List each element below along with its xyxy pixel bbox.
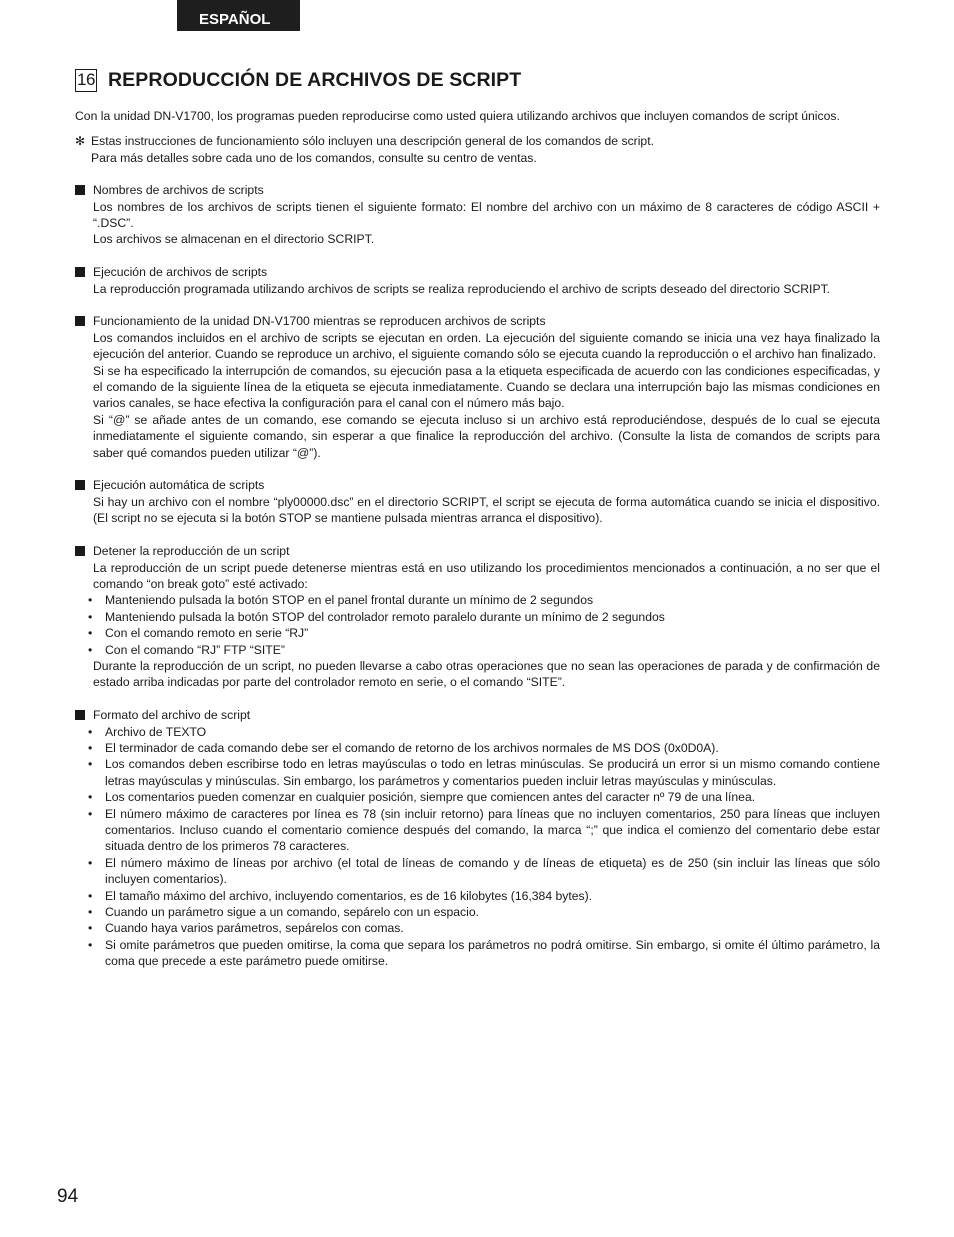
square-bullet-icon [75,710,85,720]
block-paragraph: Los nombres de los archivos de scripts tienen el siguiente formato: El nombre del archivo con un máximo de 8 caracteres de código ASCII + “.DSC”. [93,199,880,231]
list-item: • El número máximo de líneas por archivo (el total de líneas de comando y de líneas de etiqueta) es de 250 (sin incluir las líneas que sólo incluyen comentarios). [88,855,880,887]
bullet-dot-icon: • [88,757,93,772]
block-format [75,707,880,970]
block-paragraph: Si se ha especificado la interrupción de comandos, su ejecución pasa a la etiqueta especificada de acuerdo con las condiciones especificadas, y el comando de la siguiente línea de la etiqueta se ejecuta inmediatamente. Cuando se declara una interrupción bajo las mismas condiciones en varios canales, se hace efectiva la configuración para el canal con el número más bajo. [93,363,880,411]
list-item: • Manteniendo pulsada la botón STOP del controlador remoto paralelo durante un mínimo de 2 segundos [88,609,665,624]
list-item: • Los comentarios pueden comenzar en cualquier posición, siempre que comiencen antes del caracter nº 79 de una línea. [88,790,756,805]
list-item: • Manteniendo pulsada la botón STOP en el panel frontal durante un mínimo de 2 segundos [88,593,594,608]
block-paragraph: Si “@” se añade antes de un comando, ese comando se ejecuta incluso si un archivo está reproduciéndose, después de lo cual se ejecuta inmediatamente el siguiente comando, sin esperar a que finalice la reproducción del archivo. (Consulte la lista de comandos de scripts para saber qué comandos pueden utilizar “@”). [93,412,880,460]
bullet-dot-icon: • [88,937,93,952]
language-tab: ESPAÑOL [177,0,300,31]
bullet-dot-icon: • [88,609,93,624]
block-paragraph: Si hay un archivo con el nombre “ply00000.dsc” en el directorio SCRIPT, el script se ejecuta de forma automática cuando se inicia el dispositivo. (El script no se ejecuta si la botón STOP se mantiene pulsada mientras arranca el dispositivo). [93,494,880,526]
bullet-dot-icon: • [88,806,93,821]
asterisk-icon: ✻ [75,134,86,149]
block-heading: Ejecución automática de scripts [93,478,265,493]
square-bullet-icon [75,546,85,556]
list-item: • Los comandos deben escribirse todo en letras mayúsculas o todo en letras minúsculas. Se producirá un error si un mismo comando contiene letras mayúsculas y minúsculas. Sin embargo, los parámetros y comentarios pueden incluir letras mayúsculas y minúsculas. [88,757,880,788]
page-number: 94 [57,1186,79,1207]
square-bullet-icon [75,316,85,326]
block-paragraph: La reproducción programada utilizando archivos de scripts se realiza reproduciendo el archivo de scripts deseado del directorio SCRIPT. [93,281,831,296]
bullet-dot-icon: • [88,855,93,870]
bullet-dot-icon: • [88,724,93,739]
list-item: • Si omite parámetros que pueden omitirse, la coma que separa los parámetros no podrá omitirse. Sin embargo, si omite él último parámetro, la coma que precede a este parámetro puede omitirse. [88,937,880,969]
list-item: • El número máximo de caracteres por línea es 78 (sin incluir retorno) para líneas que no incluyen comentarios, 250 para líneas que incluyen comentarios. Incluso cuando el comentario comience después del comando, la marca “;” que indica el comienzo del comentario debe estar situada dentro de los primeros 78 caracteres. [88,806,880,854]
bullet-dot-icon: • [88,626,93,641]
document-body [75,108,880,986]
list-item: • El terminador de cada comando debe ser el comando de retorno de los archivos normales de MS DOS (0x0D0A). [88,740,719,755]
list-item: • Con el comando “RJ” FTP “SITE” [88,642,285,657]
bullet-dot-icon: • [88,593,93,608]
section-number: 16 [75,69,97,92]
block-paragraph: Los archivos se almacenan en el directorio SCRIPT. [93,232,375,247]
bullet-dot-icon: • [88,921,93,936]
block-paragraph: Los comandos incluidos en el archivo de scripts se ejecutan en orden. La ejecución del siguiente comando se inicia una vez haya finalizado la ejecución del anterior. Cuando se reproduce un archivo, el siguiente comando sólo se ejecuta cuando la reproducción o el archivo han finalizado. [93,330,880,362]
intro-paragraph: Con la unidad DN-V1700, los programas pueden reproducirse como usted quiera utilizando archivos que incluyen comandos de script únicos. [75,109,840,123]
bullet-dot-icon: • [88,642,93,657]
bullet-dot-icon: • [88,888,93,903]
square-bullet-icon [75,185,85,195]
section-heading [75,67,521,93]
block-paragraph: Durante la reproducción de un script, no pueden llevarse a cabo otras operaciones que no sean las operaciones de parada y de confirmación de estado arriba indicadas por parte del controlador remoto en serie, o el comando “SITE”. [93,658,880,690]
note-line: Estas instrucciones de funcionamiento sólo incluyen una descripción general de los comandos de script. [91,134,654,149]
block-paragraph: La reproducción de un script puede detenerse mientras está en uso utilizando los procedimientos mencionados a continuación, a no ser que el comando “on break goto” esté activado: [93,560,880,591]
block-auto-run [75,477,880,526]
bullet-dot-icon: • [88,790,93,805]
square-bullet-icon [75,480,85,490]
list-item: • El tamaño máximo del archivo, incluyendo comentarios, es de 16 kilobytes (16,384 bytes). [88,888,593,903]
block-heading: Funcionamiento de la unidad DN-V1700 mientras se reproducen archivos de scripts [93,314,546,329]
list-item: • Con el comando remoto en serie “RJ” [88,626,309,641]
bullet-list [88,724,880,970]
block-execution [75,264,880,297]
note [75,133,880,166]
section-title: REPRODUCCIÓN DE ARCHIVOS DE SCRIPT [108,68,522,91]
block-stop [75,543,880,691]
block-operation [75,313,880,461]
block-heading: Ejecución de archivos de scripts [93,265,268,280]
bullet-dot-icon: • [88,905,93,920]
bullet-list [88,592,880,658]
block-heading: Nombres de archivos de scripts [93,183,264,198]
block-heading: Formato del archivo de script [93,708,251,723]
block-heading: Detener la reproducción de un script [93,544,290,559]
list-item: • Archivo de TEXTO [88,724,207,739]
list-item: • Cuando haya varios parámetros, sepárelos con comas. [88,921,404,936]
bullet-dot-icon: • [88,740,93,755]
list-item: • Cuando un parámetro sigue a un comando, sepárelo con un espacio. [88,905,479,920]
block-file-names [75,182,880,248]
note-line: Para más detalles sobre cada uno de los comandos, consulte su centro de ventas. [91,150,537,165]
square-bullet-icon [75,267,85,277]
